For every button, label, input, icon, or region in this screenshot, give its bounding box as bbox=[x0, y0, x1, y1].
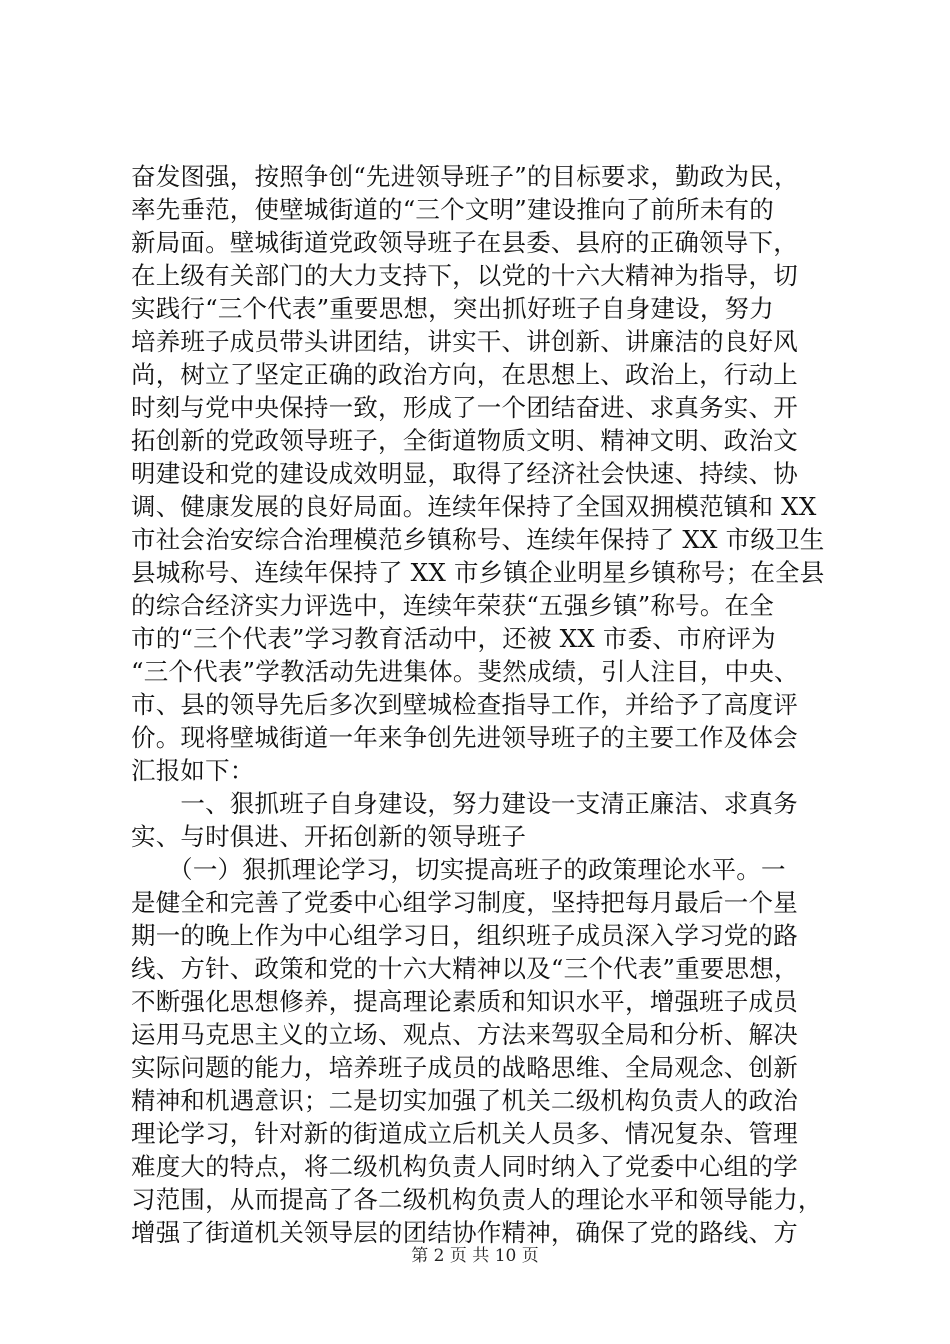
subheading-line: （一）狠抓理论学习，切实提高班子的政策理论水平。一 bbox=[131, 855, 786, 884]
text-line: 县城称号、连续年保持了 XX 市乡镇企业明星乡镇称号；在全县 bbox=[131, 558, 825, 587]
text-line: 实际问题的能力，培养班子成员的战略思维、全局观念、创新 bbox=[131, 1053, 798, 1082]
text-line: 培养班子成员带头讲团结，讲实干、讲创新、讲廉洁的良好风 bbox=[131, 327, 798, 356]
text-line: 在上级有关部门的大力支持下，以党的十六大精神为指导，切 bbox=[131, 261, 798, 290]
text-line: 增强了街道机关领导层的团结协作精神，确保了党的路线、方 bbox=[131, 1218, 798, 1247]
text-line: 的综合经济实力评选中，连续年荣获“五强乡镇”称号。在全 bbox=[131, 591, 774, 620]
text-line: 不断强化思想修养，提高理论素质和知识水平，增强班子成员 bbox=[131, 987, 798, 1016]
text-line: 运用马克思主义的立场、观点、方法来驾驭全局和分析、解决 bbox=[131, 1020, 798, 1049]
text-line: 调、健康发展的良好局面。连续年保持了全国双拥模范镇和 XX bbox=[131, 492, 817, 521]
text-line: 期一的晚上作为中心组学习日，组织班子成员深入学习党的路 bbox=[131, 921, 798, 950]
text-line: 实践行“三个代表”重要思想，突出抓好班子自身建设，努力 bbox=[131, 294, 774, 323]
text-line: 率先垂范，使壁城街道的“三个文明”建设推向了前所未有的 bbox=[131, 195, 774, 224]
text-line: 尚，树立了坚定正确的政治方向，在思想上、政治上，行动上 bbox=[131, 360, 798, 389]
text-line: 奋发图强，按照争创“先进领导班子”的目标要求，勤政为民， bbox=[131, 162, 799, 191]
text-line: 市社会治安综合治理模范乡镇称号、连续年保持了 XX 市级卫生 bbox=[131, 525, 825, 554]
text-line: 是健全和完善了党委中心组学习制度，坚持把每月最后一个星 bbox=[131, 888, 798, 917]
text-line: 时刻与党中央保持一致，形成了一个团结奋进、求真务实、开 bbox=[131, 393, 798, 422]
heading-line: 实、与时俱进、开拓创新的领导班子 bbox=[131, 822, 527, 851]
text-line: 难度大的特点，将二级机构负责人同时纳入了党委中心组的学 bbox=[131, 1152, 798, 1181]
text-line: 理论学习，针对新的街道成立后机关人员多、情况复杂、管理 bbox=[131, 1119, 798, 1148]
text-line: 市、县的领导先后多次到壁城检查指导工作，并给予了高度评 bbox=[131, 690, 798, 719]
text-line: 明建设和党的建设成效明显，取得了经济社会快速、持续、协 bbox=[131, 459, 798, 488]
text-line: 线、方针、政策和党的十六大精神以及“三个代表”重要思想， bbox=[131, 954, 799, 983]
body-text bbox=[131, 160, 831, 1249]
text-line: 市的“三个代表”学习教育活动中，还被 XX 市委、市府评为 bbox=[131, 624, 776, 653]
heading-line: 一、狠抓班子自身建设，努力建设一支清正廉洁、求真务 bbox=[131, 789, 798, 818]
text-line: 汇报如下： bbox=[131, 756, 255, 785]
text-line: 习范围，从而提高了各二级机构负责人的理论水平和领导能力， bbox=[131, 1185, 823, 1214]
page-number-footer: 第 2 页 共 10 页 bbox=[411, 1246, 539, 1266]
text-line: 精神和机遇意识；二是切实加强了机关二级机构负责人的政治 bbox=[131, 1086, 798, 1115]
text-line: 新局面。壁城街道党政领导班子在县委、县府的正确领导下， bbox=[131, 228, 798, 257]
text-line: 价。现将壁城街道一年来争创先进领导班子的主要工作及体会 bbox=[131, 723, 798, 752]
text-line: 拓创新的党政领导班子，全街道物质文明、精神文明、政治文 bbox=[131, 426, 798, 455]
text-line: “三个代表”学教活动先进集体。斐然成绩，引人注目，中央、 bbox=[131, 657, 799, 686]
